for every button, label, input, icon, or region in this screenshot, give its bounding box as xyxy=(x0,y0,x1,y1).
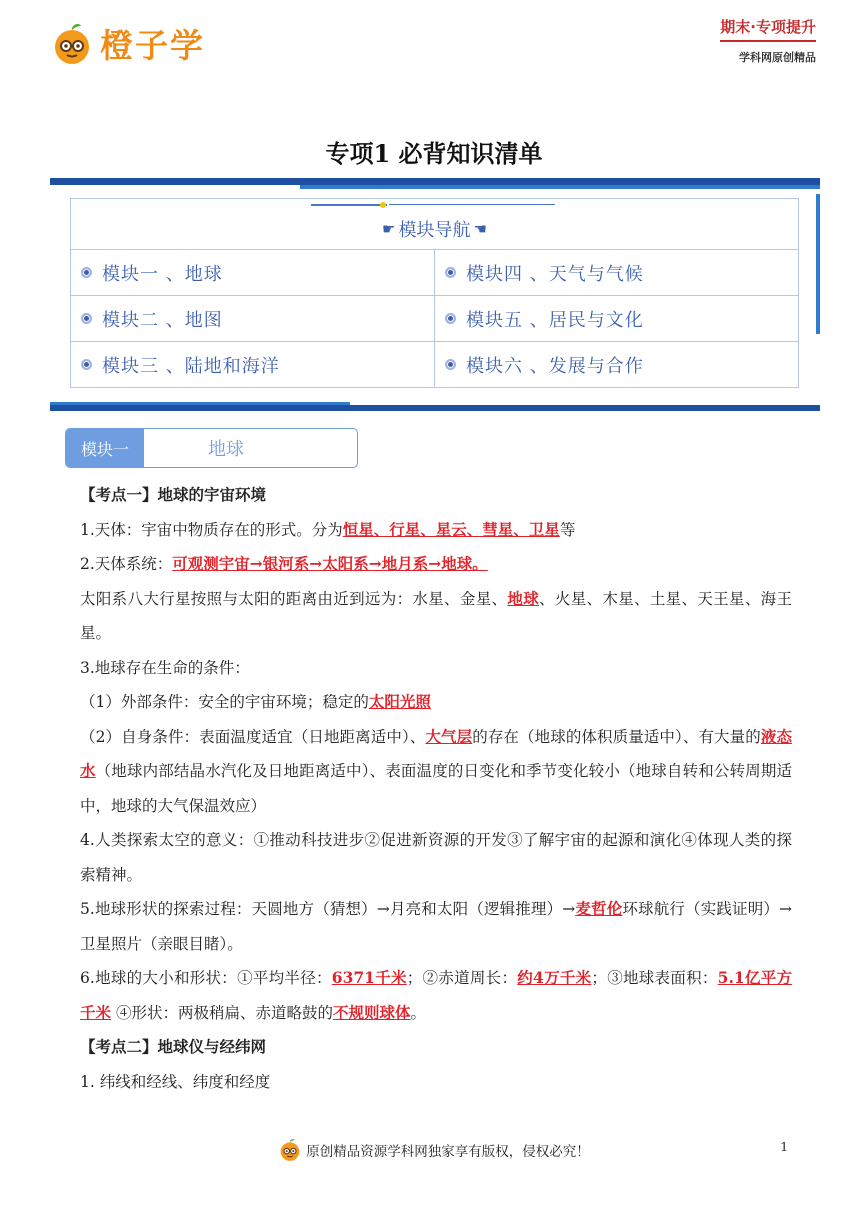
highlight-text: 约4万千米 xyxy=(517,968,592,987)
nav-item-module-6[interactable] xyxy=(434,342,797,387)
nav-item-label: 模块二 、地图 xyxy=(102,309,223,331)
module-navigation xyxy=(50,178,820,411)
highlight-text: 大气层 xyxy=(425,726,473,746)
highlight-text: 恒星、行星、星云、彗星、卫星 xyxy=(342,519,560,539)
nav-item-label: 模块四 、天气与气候 xyxy=(466,263,644,285)
highlight-text: 5.1亿平方千米 xyxy=(80,968,792,1022)
paragraph xyxy=(80,720,792,824)
document-body xyxy=(80,478,792,1099)
nav-title-text: 模块导航 xyxy=(398,220,471,241)
text: 环球航行（实践证明）→卫星照片（亲眼目睹）。 xyxy=(80,900,792,953)
deco-dot xyxy=(380,202,386,208)
nav-item-label: 模块三 、陆地和海洋 xyxy=(102,355,280,377)
nav-row xyxy=(71,250,798,296)
bullet-icon xyxy=(445,267,456,278)
text: ；②赤道周长： xyxy=(406,969,518,987)
paragraph xyxy=(80,582,792,651)
text: （1）外部条件：安全的宇宙环境；稳定的 xyxy=(80,693,369,711)
highlight-text: 液态水 xyxy=(80,726,792,780)
header-tag-area xyxy=(686,16,816,65)
nav-item-label: 模块六 、发展与合作 xyxy=(466,355,644,377)
frame-bar xyxy=(50,405,820,411)
nav-item-module-4[interactable] xyxy=(434,250,797,295)
text: （2）自身条件：表面温度适宜（日地距离适中）、 xyxy=(80,727,426,746)
nav-item-label: 模块五 、居民与文化 xyxy=(466,309,644,331)
nav-item-label: 模块一 、地球 xyxy=(102,263,223,285)
nav-table xyxy=(70,198,799,388)
page-title: 专项1 必背知识清单 xyxy=(325,139,543,168)
text: 。 xyxy=(410,1003,426,1022)
page-number: 1 xyxy=(780,1140,788,1154)
highlight-text: 不规则球体 xyxy=(332,1002,411,1022)
text: ④形状：两极稍扁、赤道略鼓的 xyxy=(111,1003,333,1022)
header-tag: 期末·专项提升 xyxy=(720,16,816,42)
deco-line xyxy=(311,204,387,206)
bullet-icon xyxy=(445,313,456,324)
header-sub-tag: 学科网原创精品 xyxy=(739,51,816,64)
text: 的存在（地球的体积质量适中）、有大量的 xyxy=(472,727,761,746)
module-section-header xyxy=(65,428,358,468)
text: 、火星、木星、土星、天王星、海王星。 xyxy=(80,589,792,642)
paragraph xyxy=(80,961,792,1030)
orange-face-logo-icon xyxy=(50,22,94,66)
paragraph: 4.人类探索太空的意义：①推动科技进步②促进新资源的开发③了解宇宙的起源和演化④体现人类的探索精神。 xyxy=(80,831,792,884)
module-tag: 模块一 xyxy=(66,429,144,467)
pointing-hand-left-icon: ☚ xyxy=(473,220,487,238)
paragraph xyxy=(80,547,792,582)
highlight-text: 麦哲伦 xyxy=(575,899,623,918)
highlight-text: 地球 xyxy=(507,588,540,608)
nav-title xyxy=(379,216,490,242)
brand-logo xyxy=(50,20,205,67)
nav-item-module-2[interactable] xyxy=(71,296,434,341)
section-heading: 【考点二】地球仪与经纬网 xyxy=(80,1038,267,1056)
bullet-icon xyxy=(81,359,92,370)
nav-item-module-3[interactable] xyxy=(71,342,434,387)
orange-face-logo-icon xyxy=(278,1138,302,1162)
paragraph xyxy=(80,892,792,961)
section-heading: 【考点一】地球的宇宙环境 xyxy=(80,486,267,504)
text: ；③地球表面积： xyxy=(591,969,718,987)
highlight-text: 可观测宇宙→银河系→太阳系→地月系→地球。 xyxy=(172,554,488,573)
footer xyxy=(0,1138,868,1162)
paragraph: 1. 纬线和经线、纬度和经度 xyxy=(80,1072,271,1091)
nav-item-module-5[interactable] xyxy=(434,296,797,341)
text: 1.天体：宇宙中物质存在的形式。分为 xyxy=(80,520,343,539)
bullet-icon xyxy=(445,359,456,370)
nav-item-module-1[interactable] xyxy=(71,250,434,295)
deco-line xyxy=(389,204,555,205)
bullet-icon xyxy=(81,313,92,324)
text: 太阳系八大行星按照与太阳的距离由近到远为：水星、金星、 xyxy=(80,589,508,608)
highlight-text: 太阳光照 xyxy=(368,692,431,711)
bullet-icon xyxy=(81,267,92,278)
nav-header xyxy=(71,199,798,250)
text: 等 xyxy=(559,520,576,539)
text: （地球内部结晶水汽化及日地距离适中）、表面温度的日变化和季节变化较小（地球自转和公转周期适中，地球的大气保温效应） xyxy=(80,762,792,815)
text: 2.天体系统： xyxy=(80,555,173,573)
brand-name: 橙子学 xyxy=(100,26,205,65)
frame-bar xyxy=(300,185,820,189)
frame-bar xyxy=(50,178,820,185)
nav-row xyxy=(71,342,798,387)
paragraph xyxy=(80,685,792,720)
footer-text: 原创精品资源学科网独家享有版权，侵权必究！ xyxy=(306,1144,590,1160)
highlight-text: 6371千米 xyxy=(331,968,407,987)
text: 6.地球的大小和形状：①平均半径： xyxy=(80,969,332,987)
text: 5.地球形状的探索过程：天圆地方（猜想）→月亮和太阳（逻辑推理）→ xyxy=(80,900,576,918)
paragraph xyxy=(80,513,792,548)
paragraph: 3.地球存在生命的条件： xyxy=(80,658,250,677)
nav-row xyxy=(71,296,798,342)
frame-bar xyxy=(816,194,820,334)
module-name: 地球 xyxy=(208,439,244,460)
pointing-hand-right-icon: ☛ xyxy=(382,220,396,238)
